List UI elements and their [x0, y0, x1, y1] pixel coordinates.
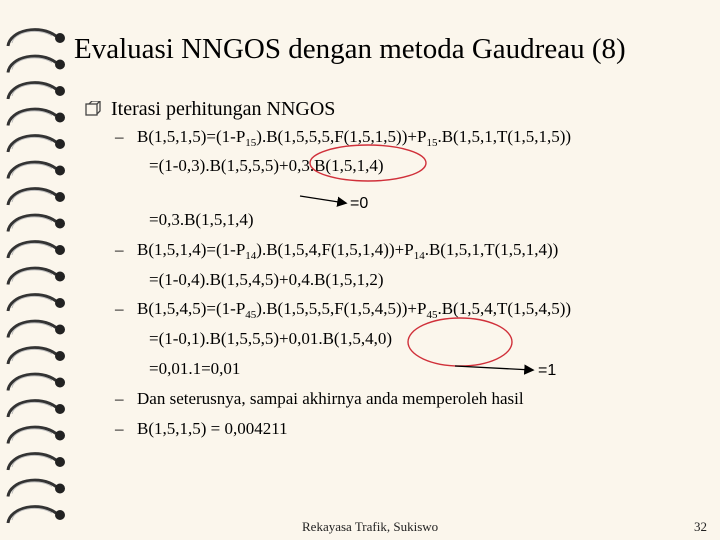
subscript: 14	[245, 250, 257, 262]
slide-title: Evaluasi NNGOS dengan metoda Gaudreau (8)	[74, 33, 626, 65]
dash-bullet: –	[115, 299, 124, 318]
formula-text: .B(1,5,1,T(1,5,1,4))	[424, 240, 559, 259]
annotation-zero: =0	[350, 195, 369, 212]
dash-bullet: –	[115, 389, 124, 408]
binding-hole	[55, 351, 65, 361]
binding-hole	[55, 484, 65, 494]
formula-text: B(1,5,1,5)=(1-P	[137, 127, 246, 146]
formula-line-10: B(1,5,1,5) = 0,004211	[137, 419, 288, 438]
dash-bullet: –	[115, 240, 124, 259]
main-bullet-text: Iterasi perhitungan NNGOS	[111, 98, 336, 120]
formula-text: .B(1,5,1,T(1,5,1,5))	[437, 127, 572, 146]
binding-hole	[55, 298, 65, 308]
dash-bullet: –	[115, 419, 124, 438]
binding-hole	[55, 378, 65, 388]
spiral-binding	[0, 0, 85, 540]
subscript: 45	[245, 309, 257, 321]
dash-bullet: –	[115, 127, 124, 146]
subscript: 45	[426, 309, 438, 321]
main-bullet	[85, 98, 335, 121]
formula-text: B(1,5,4,5)=(1-P	[137, 299, 246, 318]
formula-line-3: =0,3.B(1,5,1,4)	[149, 210, 254, 229]
binding-hole	[55, 192, 65, 202]
binding-hole	[55, 325, 65, 335]
formula-line-5: =(1-0,4).B(1,5,4,5)+0,4.B(1,5,1,2)	[149, 270, 384, 289]
formula-text: ).B(1,5,5,5,F(1,5,1,5))+P	[256, 127, 427, 146]
checkbox-bullet-icon	[85, 101, 101, 117]
formula-line-7: =(1-0,1).B(1,5,5,5)+0,01.B(1,5,4,0)	[149, 329, 392, 348]
binding-hole	[55, 219, 65, 229]
formula-line-4	[137, 240, 558, 262]
binding-hole	[55, 33, 65, 43]
formula-text: ).B(1,5,4,F(1,5,1,4))+P	[256, 240, 414, 259]
annotation-one: =1	[538, 362, 557, 379]
formula-text: .B(1,5,4,T(1,5,4,5))	[437, 299, 572, 318]
formula-text: ).B(1,5,5,5,F(1,5,4,5))+P	[256, 299, 427, 318]
binding-hole	[55, 245, 65, 255]
binding-hole	[55, 272, 65, 282]
binding-hole	[55, 404, 65, 414]
binding-hole	[55, 166, 65, 176]
binding-hole	[55, 86, 65, 96]
formula-line-8: =0,01.1=0,01	[149, 359, 241, 378]
binding-hole	[55, 139, 65, 149]
binding-hole	[55, 457, 65, 467]
binding-hole	[55, 113, 65, 123]
binding-hole	[55, 431, 65, 441]
subscript: 14	[413, 250, 425, 262]
binding-hole	[55, 60, 65, 70]
formula-line-1	[137, 127, 571, 149]
formula-line-9: Dan seterusnya, sampai akhirnya anda memperoleh hasil	[137, 389, 524, 408]
page-number: 32	[694, 519, 707, 534]
footer-text: Rekayasa Trafik, Sukiswo	[302, 519, 439, 534]
formula-line-2: =(1-0,3).B(1,5,5,5)+0,3.B(1,5,1,4)	[149, 156, 384, 175]
formula-line-6	[137, 299, 571, 321]
binding-hole	[55, 510, 65, 520]
subscript: 15	[245, 137, 257, 149]
subscript: 15	[426, 137, 438, 149]
formula-text: B(1,5,1,4)=(1-P	[137, 240, 246, 259]
